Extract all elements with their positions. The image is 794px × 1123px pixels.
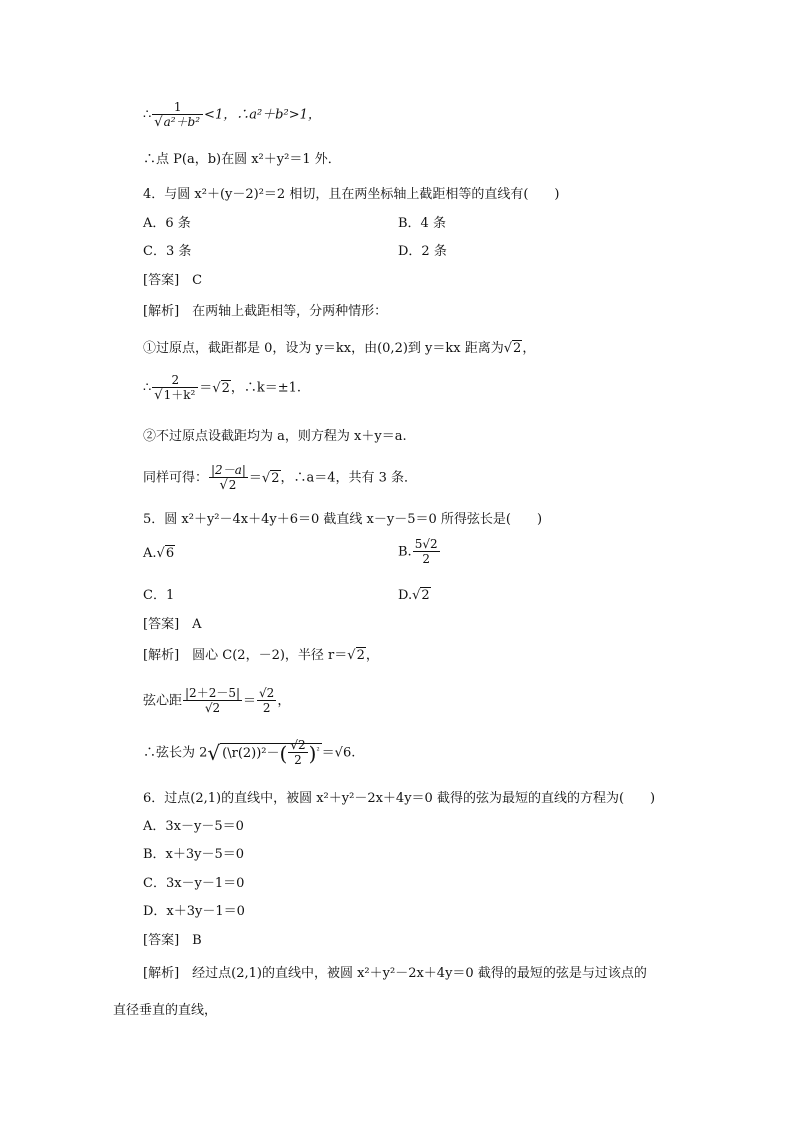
q5-options-row2: C．1 D.√2 [143, 588, 430, 603]
q5-option-a: A. [143, 546, 157, 561]
q6-option-b: B．x＋3y－5＝0 [143, 847, 245, 862]
q4-analysis: [解析] 在两轴上截距相等，分两种情形： [143, 304, 388, 319]
q4-option-b: B．4 条 [398, 216, 446, 231]
q5-option-b: B. [398, 544, 412, 560]
fraction: $\frac{2}{\text{√1＋k²}}$ [152, 373, 198, 403]
q4-case1-calc: ∴ $\frac{2}{\text{√1＋k²}}$ ＝√2，∴k＝±1. [143, 373, 302, 403]
q6-option-a: A．3x－y－5＝0 [143, 819, 244, 834]
q5-stem: 5．圆 x²＋y²－4x＋4y＋6＝0 截直线 x－y－5＝0 所得弦长是( ) [143, 512, 543, 527]
line-1 [143, 100, 321, 130]
q4-case1: ①过原点，截距都是 0，设为 y＝kx，由(0,2)到 y＝kx 距离为√2， [143, 341, 536, 356]
q5-answer: [答案] A [143, 617, 202, 632]
q4-option-c: C．3 条 [143, 244, 192, 259]
q4-stem: 4．与圆 x²＋(y－2)²＝2 相切，且在两坐标轴上截距相等的直线有( ) [143, 187, 560, 202]
q6-analysis-line1: [解析] 经过点(2,1)的直线中，被圆 x²＋y²－2x＋4y＝0 截得的最短的弦是与过该点的 [143, 966, 647, 981]
q5-option-c: C．1 [143, 588, 175, 603]
q6-option-d: D．x＋3y－1＝0 [143, 904, 245, 919]
q6-option-c: C．3x－y－1＝0 [143, 876, 245, 891]
q4-case2-calc: 同样可得： $\frac{|2-a|}{√2}$ ＝√2，∴a＝4，共有 3 条． [143, 463, 418, 493]
q5-chord-length: ∴弦长为 2√ (\r(2))²－( $\frac{√2}{2}$ )$^{^2}$ ＝√6. [143, 738, 356, 767]
line-2: ∴点 P(a，b)在圆 x²＋y²＝1 外． [143, 152, 341, 167]
therefore-symbol: ∴ [143, 107, 152, 123]
q4-case2: ②不过原点设截距均为 a，则方程为 x＋y＝a. [143, 429, 407, 444]
q5-option-d: D. [398, 588, 413, 603]
q4-option-d: D．2 条 [398, 244, 447, 259]
q5-options-row1: A.√6 B. $\frac{5√2}{2}$ [143, 537, 438, 566]
fraction: $\frac{1}{\text{√a²＋b²}}$ [152, 100, 203, 130]
q4-answer: [答案] C [143, 273, 203, 288]
q4-option-a: A．6 条 [143, 216, 191, 231]
q6-analysis-line2: 直径垂直的直线， [113, 1003, 218, 1018]
inequality-text: <1，∴a²＋b²>1， [204, 107, 321, 123]
q4-options-row1 [143, 215, 446, 233]
q5-chord-distance: 弦心距 $\frac{|2+2-5|}{√2}$ ＝ $\frac{√2}{2}$ ， [143, 686, 291, 715]
q5-analysis: [解析] 圆心 C(2，－2)，半径 r＝√2， [143, 648, 379, 663]
q6-stem: 6．过点(2,1)的直线中，被圆 x²＋y²－2x＋4y＝0 截得的弦为最短的直线的方程为( ) [143, 791, 656, 806]
q4-options-row2 [143, 243, 447, 261]
q6-answer: [答案] B [143, 933, 202, 948]
fraction: $\frac{|2-a|}{√2}$ [211, 463, 246, 493]
radicand: a²＋b² [163, 115, 201, 129]
